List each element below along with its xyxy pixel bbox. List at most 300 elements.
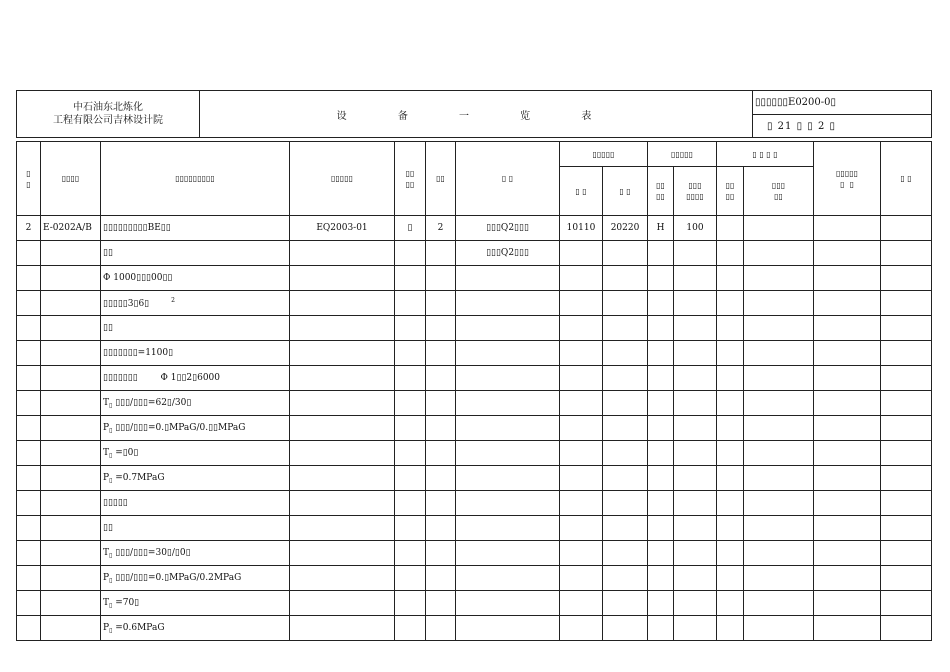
cell-w1 — [560, 341, 603, 366]
col-name: ▯▯▯▯▯▯▯▯▯ — [101, 142, 290, 216]
cell-m2 — [674, 316, 717, 341]
cell-tag — [41, 591, 101, 616]
spec-text: =0.7MPaG — [112, 472, 165, 483]
cell-i1 — [717, 566, 744, 591]
cell-unit — [395, 616, 426, 641]
subscript: ▯ — [109, 476, 113, 484]
cell-w2 — [603, 241, 648, 266]
cell-i1 — [717, 416, 744, 441]
cell-remark — [881, 341, 932, 366]
cell-i2 — [744, 266, 814, 291]
table-row — [17, 341, 932, 366]
cell-name — [101, 216, 290, 241]
cell-maker — [814, 216, 881, 241]
cell-maker — [814, 541, 881, 566]
cell-qty — [426, 341, 456, 366]
cell-m2 — [674, 241, 717, 266]
cell-name — [101, 441, 290, 466]
cell-remark — [881, 266, 932, 291]
cell-maker — [814, 416, 881, 441]
cell-material: ▯▯▯Q2▯▯▯ — [456, 241, 560, 266]
cell-name — [101, 391, 290, 416]
cell-i2 — [744, 241, 814, 266]
cell-i1 — [717, 441, 744, 466]
cell-i2 — [744, 391, 814, 416]
cell-name — [101, 341, 290, 366]
cell-no — [17, 516, 41, 541]
table-row — [17, 416, 932, 441]
cell-drawing — [290, 541, 395, 566]
cell-material — [456, 341, 560, 366]
cell-tag — [41, 491, 101, 516]
cell-unit — [395, 291, 426, 316]
cell-qty — [426, 266, 456, 291]
cell-m1 — [648, 391, 674, 416]
cell-unit — [395, 241, 426, 266]
cell-unit — [395, 591, 426, 616]
cell-w2 — [603, 391, 648, 416]
cell-maker — [814, 341, 881, 366]
spec-text: ▯▯ — [103, 323, 113, 333]
cell-m1 — [648, 316, 674, 341]
cell-remark — [881, 241, 932, 266]
cell-drawing — [290, 241, 395, 266]
table-row — [17, 516, 932, 541]
cell-material — [456, 591, 560, 616]
cell-no — [17, 566, 41, 591]
cell-drawing — [290, 366, 395, 391]
col-unit: ▯▯ ▯▯ — [395, 142, 426, 216]
cell-maker — [814, 291, 881, 316]
cell-material — [456, 616, 560, 641]
cell-m1 — [648, 566, 674, 591]
spec-text: ▯▯▯▯▯▯▯▯▯BE▯▯ — [103, 223, 171, 233]
cell-material — [456, 366, 560, 391]
cell-remark — [881, 591, 932, 616]
table-row — [17, 491, 932, 516]
cell-m1 — [648, 591, 674, 616]
spec-text: =70▯ — [112, 597, 140, 608]
cell-maker — [814, 241, 881, 266]
cell-qty — [426, 391, 456, 416]
cell-m1 — [648, 516, 674, 541]
cell-m2 — [674, 516, 717, 541]
cell-w1 — [560, 616, 603, 641]
symbol: T — [103, 547, 110, 558]
subscript: ▯ — [109, 576, 113, 584]
cell-qty — [426, 316, 456, 341]
cell-name — [101, 616, 290, 641]
cell-remark — [881, 516, 932, 541]
cell-w1 — [560, 466, 603, 491]
cell-drawing — [290, 266, 395, 291]
cell-no — [17, 616, 41, 641]
cell-tag — [41, 466, 101, 491]
cell-tag — [41, 291, 101, 316]
page-title: 设 备 一 览 表 — [200, 91, 753, 138]
cell-remark — [881, 316, 932, 341]
cell-no — [17, 366, 41, 391]
cell-maker — [814, 591, 881, 616]
table-row — [17, 216, 932, 241]
cell-w1 — [560, 241, 603, 266]
cell-m2 — [674, 366, 717, 391]
spec-text: ▯▯▯/▯▯▯=0.▯MPaG/0.▯▯MPaG — [112, 422, 246, 433]
cell-m2 — [674, 541, 717, 566]
spec-text: ▯▯▯▯▯▯▯ Φ 1▯▯2▯6000 — [103, 373, 221, 383]
table-row — [17, 266, 932, 291]
cell-w1 — [560, 541, 603, 566]
col-material: ▯ ▯ — [456, 142, 560, 216]
spec-text: ▯▯▯▯▯3▯6▯ — [103, 299, 150, 309]
cell-qty — [426, 566, 456, 591]
cell-m2 — [674, 591, 717, 616]
cell-name — [101, 541, 290, 566]
col-motor-group: ▯▯▯▯▯ — [648, 142, 717, 167]
cell-m2 — [674, 391, 717, 416]
spec-text: ▯▯ — [103, 248, 113, 258]
cell-unit — [395, 516, 426, 541]
cell-w1 — [560, 591, 603, 616]
cell-no: 2 — [17, 216, 41, 241]
cell-i1 — [717, 616, 744, 641]
subscript: ▯ — [109, 401, 113, 409]
cell-drawing — [290, 491, 395, 516]
cell-name — [101, 491, 290, 516]
col-tag: ▯▯▯▯ — [41, 142, 101, 216]
cell-unit — [395, 391, 426, 416]
cell-w1 — [560, 266, 603, 291]
table-row — [17, 566, 932, 591]
cell-qty — [426, 291, 456, 316]
cell-unit: ▯ — [395, 216, 426, 241]
cell-i1 — [717, 391, 744, 416]
cell-remark — [881, 366, 932, 391]
cell-drawing — [290, 516, 395, 541]
cell-m1 — [648, 491, 674, 516]
col-no: ▯ ▯ — [17, 142, 41, 216]
cell-name — [101, 266, 290, 291]
cell-m2 — [674, 291, 717, 316]
cell-no — [17, 466, 41, 491]
cell-material — [456, 566, 560, 591]
cell-tag — [41, 316, 101, 341]
subscript: ▯ — [109, 626, 113, 634]
cell-tag — [41, 566, 101, 591]
cell-material — [456, 541, 560, 566]
spec-text: ▯▯▯▯▯▯▯=1100▯ — [103, 348, 174, 358]
cell-qty — [426, 441, 456, 466]
cell-drawing — [290, 291, 395, 316]
cell-material — [456, 491, 560, 516]
cell-tag — [41, 241, 101, 266]
cell-i1 — [717, 216, 744, 241]
cell-remark — [881, 416, 932, 441]
cell-unit — [395, 541, 426, 566]
cell-drawing: EQ2003-01 — [290, 216, 395, 241]
cell-no — [17, 491, 41, 516]
cell-i1 — [717, 516, 744, 541]
superscript: 2 — [171, 297, 175, 304]
cell-i2 — [744, 616, 814, 641]
cell-m1 — [648, 241, 674, 266]
cell-w2 — [603, 541, 648, 566]
cell-tag — [41, 266, 101, 291]
cell-remark — [881, 541, 932, 566]
cell-maker — [814, 391, 881, 416]
spec-text: ▯▯▯/▯▯▯=62▯/30▯ — [112, 397, 192, 408]
cell-material — [456, 416, 560, 441]
cell-drawing — [290, 341, 395, 366]
symbol: P — [103, 472, 110, 483]
cell-maker — [814, 266, 881, 291]
cell-w1 — [560, 566, 603, 591]
cell-w1: 10110 — [560, 216, 603, 241]
cell-w2: 20220 — [603, 216, 648, 241]
cell-qty — [426, 591, 456, 616]
cell-i2 — [744, 491, 814, 516]
cell-qty — [426, 466, 456, 491]
cell-name — [101, 566, 290, 591]
cell-material — [456, 441, 560, 466]
col-motor-b: ▯▯▯ ▯▯▯▯ — [674, 167, 717, 216]
spec-text: ▯▯▯▯▯ — [103, 498, 128, 508]
spec-text: =▯0▯ — [112, 447, 139, 458]
cell-maker — [814, 366, 881, 391]
cell-tag — [41, 341, 101, 366]
cell-i1 — [717, 591, 744, 616]
cell-drawing — [290, 616, 395, 641]
cell-no — [17, 541, 41, 566]
company-line2: 工程有限公司吉林设计院 — [53, 115, 163, 126]
cell-m1 — [648, 291, 674, 316]
cell-m2 — [674, 491, 717, 516]
cell-i2 — [744, 366, 814, 391]
cell-w2 — [603, 591, 648, 616]
cell-tag — [41, 516, 101, 541]
cell-qty: 2 — [426, 216, 456, 241]
cell-remark — [881, 491, 932, 516]
title-block — [16, 90, 932, 138]
cell-maker — [814, 466, 881, 491]
cell-w2 — [603, 341, 648, 366]
cell-name — [101, 466, 290, 491]
cell-drawing — [290, 316, 395, 341]
cell-remark — [881, 616, 932, 641]
col-weight-b: ▯ ▯ — [603, 167, 648, 216]
cell-maker — [814, 516, 881, 541]
cell-i2 — [744, 541, 814, 566]
spec-text: Φ 1000▯▯▯00▯▯ — [103, 273, 173, 283]
cell-drawing — [290, 591, 395, 616]
cell-i2 — [744, 516, 814, 541]
cell-unit — [395, 491, 426, 516]
cell-remark — [881, 441, 932, 466]
cell-i1 — [717, 316, 744, 341]
cell-unit — [395, 441, 426, 466]
cell-m2: 100 — [674, 216, 717, 241]
symbol: P — [103, 422, 110, 433]
col-insulation-group: ▯ ▯ ▯ ▯ — [717, 142, 814, 167]
cell-tag — [41, 441, 101, 466]
cell-w2 — [603, 291, 648, 316]
cell-name — [101, 291, 290, 316]
cell-m1 — [648, 366, 674, 391]
cell-material — [456, 391, 560, 416]
cell-maker — [814, 316, 881, 341]
cell-remark — [881, 566, 932, 591]
cell-i1 — [717, 266, 744, 291]
cell-no — [17, 391, 41, 416]
cell-unit — [395, 266, 426, 291]
col-qty: ▯▯ — [426, 142, 456, 216]
cell-m1: H — [648, 216, 674, 241]
table-row — [17, 391, 932, 416]
cell-m2 — [674, 466, 717, 491]
cell-i2 — [744, 316, 814, 341]
cell-w2 — [603, 466, 648, 491]
cell-m1 — [648, 541, 674, 566]
cell-w2 — [603, 491, 648, 516]
cell-i2 — [744, 441, 814, 466]
spec-text: ▯▯▯/▯▯▯=0.▯MPaG/0.2MPaG — [112, 572, 242, 583]
table-row — [17, 591, 932, 616]
spec-text: =0.6MPaG — [112, 622, 165, 633]
cell-no — [17, 266, 41, 291]
cell-i2 — [744, 591, 814, 616]
cell-drawing — [290, 566, 395, 591]
cell-i2 — [744, 341, 814, 366]
cell-qty — [426, 516, 456, 541]
cell-i1 — [717, 341, 744, 366]
cell-m1 — [648, 266, 674, 291]
cell-tag — [41, 616, 101, 641]
subscript: ▯ — [109, 451, 113, 459]
cell-i1 — [717, 466, 744, 491]
col-weight-a: ▯ ▯ — [560, 167, 603, 216]
col-maker: ▯▯▯▯▯ ▯ ▯ — [814, 142, 881, 216]
symbol: T — [103, 397, 110, 408]
cell-i2 — [744, 291, 814, 316]
cell-remark — [881, 291, 932, 316]
cell-m2 — [674, 416, 717, 441]
col-insulation-a: ▯▯ ▯▯ — [717, 167, 744, 216]
cell-drawing — [290, 416, 395, 441]
subscript: ▯ — [109, 551, 113, 559]
cell-w2 — [603, 416, 648, 441]
cell-unit — [395, 341, 426, 366]
cell-m1 — [648, 616, 674, 641]
cell-drawing — [290, 391, 395, 416]
cell-qty — [426, 616, 456, 641]
cell-w1 — [560, 366, 603, 391]
company-name — [17, 91, 200, 138]
table-row — [17, 291, 932, 316]
cell-name — [101, 316, 290, 341]
cell-material — [456, 266, 560, 291]
cell-material — [456, 316, 560, 341]
cell-m1 — [648, 416, 674, 441]
cell-material — [456, 291, 560, 316]
cell-remark — [881, 391, 932, 416]
symbol: P — [103, 572, 110, 583]
cell-name — [101, 516, 290, 541]
cell-w1 — [560, 491, 603, 516]
cell-i2 — [744, 416, 814, 441]
subscript: ▯ — [109, 601, 113, 609]
cell-i1 — [717, 366, 744, 391]
cell-m2 — [674, 266, 717, 291]
table-row — [17, 466, 932, 491]
cell-m1 — [648, 441, 674, 466]
cell-material — [456, 466, 560, 491]
cell-i2 — [744, 216, 814, 241]
document-number: ▯▯▯▯▯▯E0200-0▯ — [753, 91, 932, 115]
table-row — [17, 316, 932, 341]
cell-qty — [426, 416, 456, 441]
cell-qty — [426, 241, 456, 266]
cell-w2 — [603, 566, 648, 591]
cell-maker — [814, 491, 881, 516]
cell-qty — [426, 491, 456, 516]
cell-qty — [426, 366, 456, 391]
cell-unit — [395, 366, 426, 391]
col-insulation-b: ▯▯▯ ▯▯ — [744, 167, 814, 216]
cell-w2 — [603, 366, 648, 391]
cell-name — [101, 416, 290, 441]
cell-no — [17, 591, 41, 616]
table-row — [17, 541, 932, 566]
cell-tag: E-0202A/B — [41, 216, 101, 241]
cell-no — [17, 316, 41, 341]
company-line1: 中石油东北炼化 — [73, 102, 143, 113]
cell-i1 — [717, 291, 744, 316]
cell-no — [17, 241, 41, 266]
subscript: ▯ — [109, 426, 113, 434]
cell-unit — [395, 416, 426, 441]
cell-material — [456, 516, 560, 541]
table-row — [17, 616, 932, 641]
cell-unit — [395, 316, 426, 341]
cell-w1 — [560, 391, 603, 416]
cell-tag — [41, 391, 101, 416]
cell-w1 — [560, 316, 603, 341]
table-row — [17, 241, 932, 266]
cell-tag — [41, 416, 101, 441]
spec-text: ▯▯▯/▯▯▯=30▯/▯0▯ — [112, 547, 191, 558]
cell-remark — [881, 466, 932, 491]
col-motor-a: ▯▯ ▯▯ — [648, 167, 674, 216]
cell-w2 — [603, 516, 648, 541]
cell-no — [17, 416, 41, 441]
cell-i1 — [717, 491, 744, 516]
cell-maker — [814, 566, 881, 591]
cell-i2 — [744, 566, 814, 591]
cell-name — [101, 591, 290, 616]
cell-m1 — [648, 341, 674, 366]
cell-w1 — [560, 441, 603, 466]
cell-material: ▯▯▯Q2▯▯▯ — [456, 216, 560, 241]
cell-tag — [41, 541, 101, 566]
cell-w1 — [560, 516, 603, 541]
cell-m2 — [674, 441, 717, 466]
table-row — [17, 441, 932, 466]
cell-no — [17, 441, 41, 466]
cell-drawing — [290, 466, 395, 491]
cell-m1 — [648, 466, 674, 491]
cell-maker — [814, 616, 881, 641]
symbol: T — [103, 597, 110, 608]
